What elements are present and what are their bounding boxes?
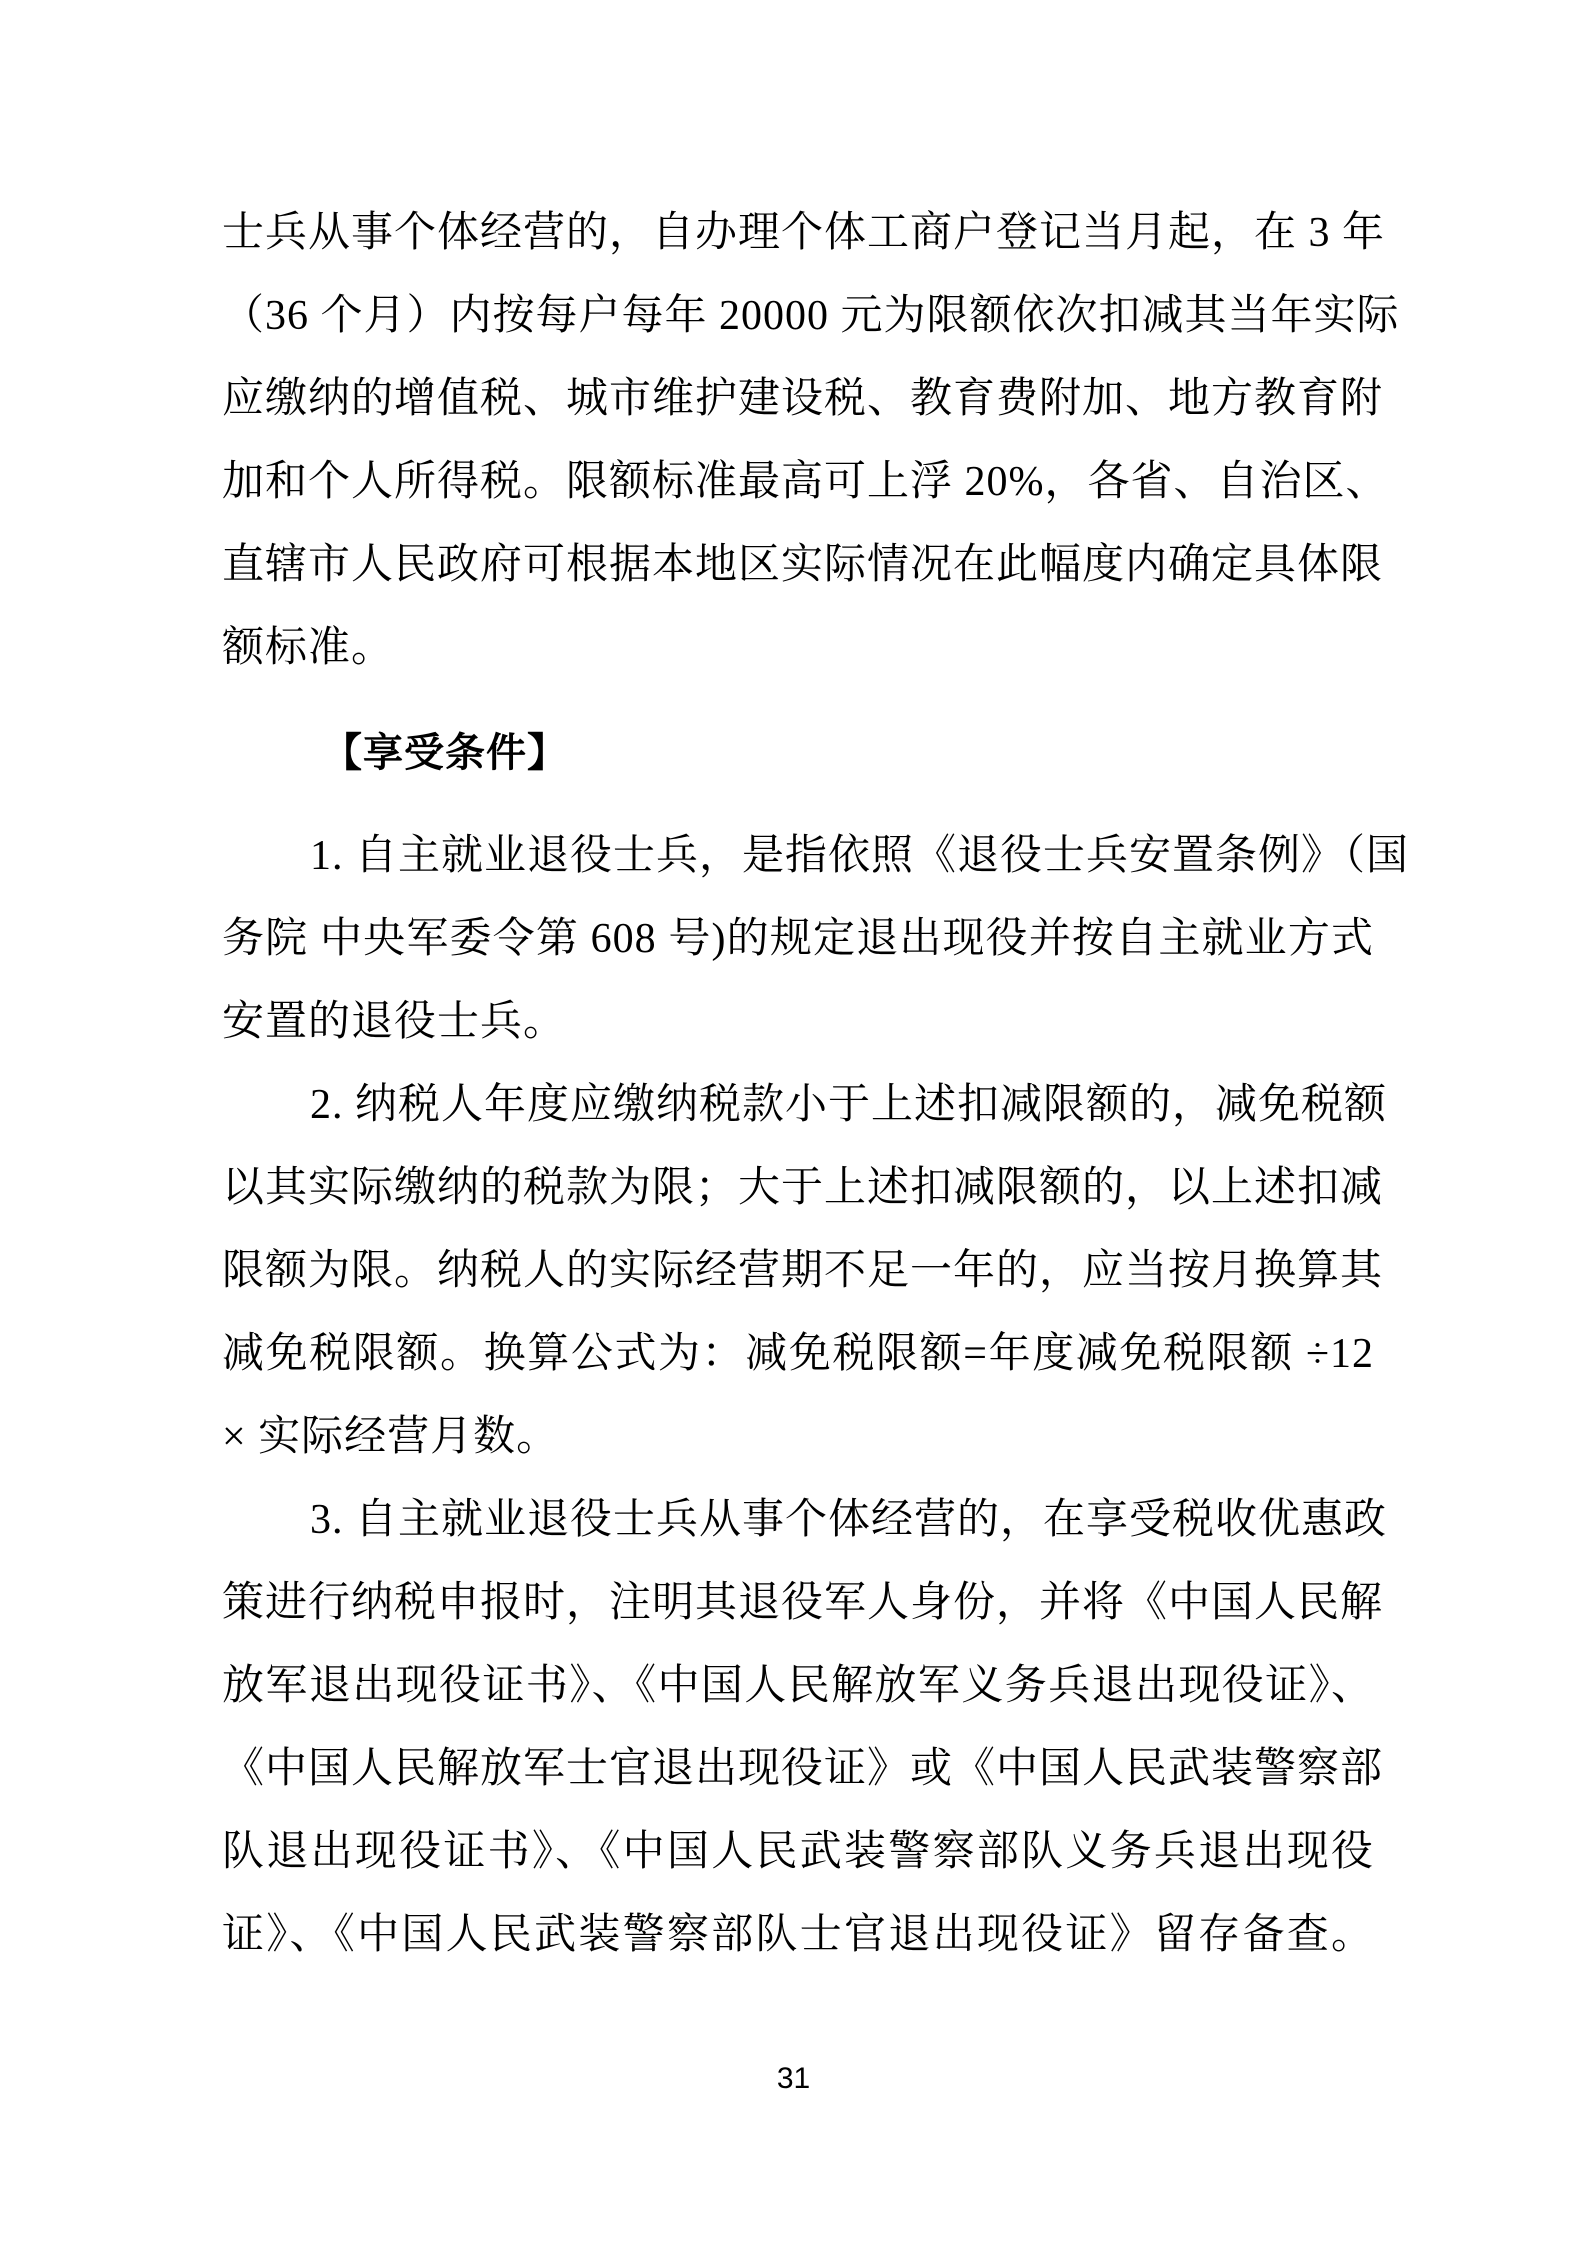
body-line: 3. 自主就业退役士兵从事个体经营的，在享受税收优惠政 [310, 1497, 1388, 1543]
section-heading: 【享受条件】 [322, 731, 568, 775]
body-line: 加和个人所得税。限额标准最高可上浮 20%，各省、自治区、 [222, 459, 1389, 505]
body-line: 队退出现役证书》、《中国人民武装警察部队义务兵退出现役 [222, 1829, 1374, 1875]
body-line: 限额为限。纳税人的实际经营期不足一年的，应当按月换算其 [222, 1248, 1384, 1294]
body-line: 安置的退役士兵。 [222, 999, 567, 1045]
body-line: 减免税限额。换算公式为：减免税限额=年度减免税限额 ÷12 [222, 1331, 1374, 1377]
body-line: 策进行纳税申报时，注明其退役军人身份，并将《中国人民解 [222, 1580, 1384, 1626]
body-line: 2. 纳税人年度应缴纳税款小于上述扣减限额的，减免税额 [310, 1082, 1388, 1128]
body-line: 应缴纳的增值税、城市维护建设税、教育费附加、地方教育附 [222, 376, 1384, 422]
body-line: 1. 自主就业退役士兵，是指依照《退役士兵安置条例》（国 [310, 833, 1410, 879]
body-line: × 实际经营月数。 [222, 1414, 560, 1460]
body-line: 《中国人民解放军士官退出现役证》或《中国人民武装警察部 [222, 1746, 1384, 1792]
body-line: 直辖市人民政府可根据本地区实际情况在此幅度内确定具体限 [222, 542, 1384, 588]
body-line: 证》、《中国人民武装警察部队士官退出现役证》留存备查。 [222, 1912, 1374, 1958]
body-line: 士兵从事个体经营的，自办理个体工商户登记当月起，在 3 年 [222, 210, 1386, 256]
body-line: 放军退出现役证书》、《中国人民解放军义务兵退出现役证》、 [222, 1663, 1374, 1709]
body-line: 额标准。 [222, 625, 395, 671]
body-line: 务院 中央军委令第 608 号)的规定退出现役并按自主就业方式 [222, 916, 1374, 962]
body-line: 以其实际缴纳的税款为限；大于上述扣减限额的，以上述扣减 [222, 1165, 1384, 1211]
body-line: （36 个月）内按每户每年 20000 元为限额依次扣减其当年实际 [222, 293, 1400, 339]
page-number: 31 [776, 2062, 811, 2095]
text-column [222, 192, 1410, 1977]
